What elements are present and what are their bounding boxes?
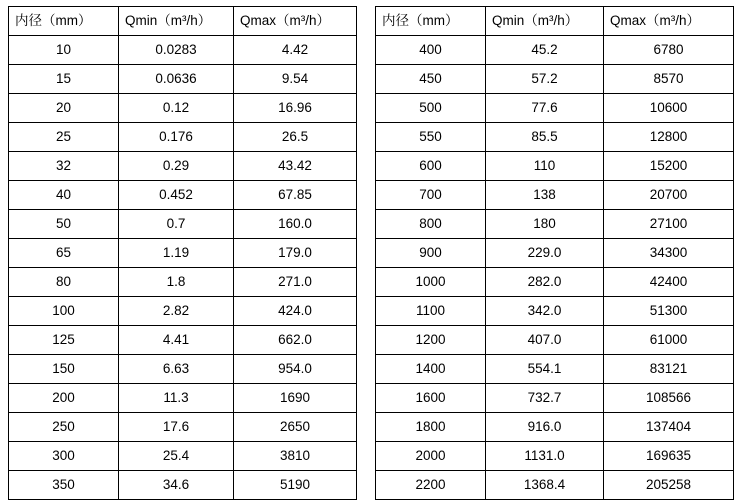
table-row (376, 297, 734, 326)
cell-qmax: 67.85 (234, 181, 357, 210)
table-row (9, 152, 357, 181)
cell-qmax: 4.42 (234, 36, 357, 65)
cell-qmin: 1131.0 (486, 442, 604, 471)
cell-inner-diameter: 1800 (376, 413, 486, 442)
cell-qmin: 2.82 (119, 297, 234, 326)
table-row (9, 268, 357, 297)
table-header-row (376, 7, 734, 36)
table-row (376, 471, 734, 500)
cell-inner-diameter: 50 (9, 210, 119, 239)
cell-qmin: 110 (486, 152, 604, 181)
cell-inner-diameter: 250 (9, 413, 119, 442)
cell-qmax: 108566 (604, 384, 734, 413)
table-row (9, 471, 357, 500)
cell-qmax: 9.54 (234, 65, 357, 94)
cell-inner-diameter: 20 (9, 94, 119, 123)
cell-qmin: 4.41 (119, 326, 234, 355)
cell-qmax: 12800 (604, 123, 734, 152)
cell-inner-diameter: 65 (9, 239, 119, 268)
table-row (376, 268, 734, 297)
table-row (9, 210, 357, 239)
cell-qmin: 554.1 (486, 355, 604, 384)
cell-inner-diameter: 32 (9, 152, 119, 181)
cell-inner-diameter: 200 (9, 384, 119, 413)
cell-qmax: 271.0 (234, 268, 357, 297)
cell-inner-diameter: 450 (376, 65, 486, 94)
cell-qmax: 1690 (234, 384, 357, 413)
cell-qmax: 662.0 (234, 326, 357, 355)
cell-qmin: 0.29 (119, 152, 234, 181)
cell-qmin: 17.6 (119, 413, 234, 442)
cell-qmin: 916.0 (486, 413, 604, 442)
cell-qmin: 0.452 (119, 181, 234, 210)
cell-qmax: 51300 (604, 297, 734, 326)
cell-qmin: 0.176 (119, 123, 234, 152)
cell-qmin: 229.0 (486, 239, 604, 268)
table-row (9, 36, 357, 65)
cell-qmax: 61000 (604, 326, 734, 355)
cell-qmin: 342.0 (486, 297, 604, 326)
cell-qmin: 25.4 (119, 442, 234, 471)
cell-qmax: 205258 (604, 471, 734, 500)
cell-inner-diameter: 550 (376, 123, 486, 152)
column-header-qmax: Qmax（m³/h） (604, 7, 734, 36)
cell-qmax: 10600 (604, 94, 734, 123)
table-body-right (376, 36, 734, 500)
flow-rate-table-left (8, 6, 357, 500)
cell-qmin: 1.8 (119, 268, 234, 297)
cell-qmax: 26.5 (234, 123, 357, 152)
column-header-inner-diameter: 内径（mm） (376, 7, 486, 36)
table-body-left (9, 36, 357, 500)
cell-qmin: 45.2 (486, 36, 604, 65)
flow-rate-table-right (375, 6, 734, 500)
table-row (9, 123, 357, 152)
cell-qmax: 6780 (604, 36, 734, 65)
table-row (9, 384, 357, 413)
cell-qmax: 5190 (234, 471, 357, 500)
cell-inner-diameter: 2200 (376, 471, 486, 500)
cell-inner-diameter: 80 (9, 268, 119, 297)
cell-qmax: 954.0 (234, 355, 357, 384)
cell-qmin: 6.63 (119, 355, 234, 384)
cell-inner-diameter: 25 (9, 123, 119, 152)
cell-qmin: 732.7 (486, 384, 604, 413)
cell-qmax: 20700 (604, 181, 734, 210)
cell-inner-diameter: 600 (376, 152, 486, 181)
cell-inner-diameter: 400 (376, 36, 486, 65)
cell-qmax: 15200 (604, 152, 734, 181)
cell-inner-diameter: 40 (9, 181, 119, 210)
table-header-row (9, 7, 357, 36)
table-row (9, 442, 357, 471)
cell-qmin: 77.6 (486, 94, 604, 123)
cell-inner-diameter: 800 (376, 210, 486, 239)
cell-inner-diameter: 300 (9, 442, 119, 471)
cell-inner-diameter: 1400 (376, 355, 486, 384)
cell-inner-diameter: 1000 (376, 268, 486, 297)
cell-qmax: 169635 (604, 442, 734, 471)
table-row (9, 94, 357, 123)
cell-qmin: 0.0283 (119, 36, 234, 65)
column-header-qmin: Qmin（m³/h） (486, 7, 604, 36)
cell-inner-diameter: 15 (9, 65, 119, 94)
table-row (376, 65, 734, 94)
table-row (9, 326, 357, 355)
cell-qmax: 424.0 (234, 297, 357, 326)
table-row (9, 355, 357, 384)
cell-qmin: 1368.4 (486, 471, 604, 500)
cell-inner-diameter: 1600 (376, 384, 486, 413)
cell-inner-diameter: 700 (376, 181, 486, 210)
cell-inner-diameter: 100 (9, 297, 119, 326)
cell-inner-diameter: 500 (376, 94, 486, 123)
cell-inner-diameter: 150 (9, 355, 119, 384)
table-row (376, 94, 734, 123)
cell-inner-diameter: 125 (9, 326, 119, 355)
cell-qmin: 0.0636 (119, 65, 234, 94)
table-row (376, 36, 734, 65)
table-row (9, 239, 357, 268)
cell-qmax: 43.42 (234, 152, 357, 181)
cell-qmax: 8570 (604, 65, 734, 94)
cell-qmin: 180 (486, 210, 604, 239)
cell-qmax: 34300 (604, 239, 734, 268)
table-row (376, 181, 734, 210)
cell-inner-diameter: 1200 (376, 326, 486, 355)
table-row (376, 123, 734, 152)
cell-qmin: 85.5 (486, 123, 604, 152)
cell-qmax: 16.96 (234, 94, 357, 123)
cell-qmax: 2650 (234, 413, 357, 442)
cell-qmin: 34.6 (119, 471, 234, 500)
cell-inner-diameter: 350 (9, 471, 119, 500)
cell-qmax: 137404 (604, 413, 734, 442)
table-row (9, 181, 357, 210)
column-header-qmin: Qmin（m³/h） (119, 7, 234, 36)
cell-qmin: 57.2 (486, 65, 604, 94)
table-row (9, 413, 357, 442)
table-row (376, 210, 734, 239)
table-row (9, 297, 357, 326)
cell-qmin: 0.7 (119, 210, 234, 239)
column-header-qmax: Qmax（m³/h） (234, 7, 357, 36)
cell-inner-diameter: 1100 (376, 297, 486, 326)
table-row (9, 65, 357, 94)
cell-qmax: 42400 (604, 268, 734, 297)
cell-qmin: 282.0 (486, 268, 604, 297)
table-row (376, 355, 734, 384)
table-row (376, 326, 734, 355)
cell-qmin: 0.12 (119, 94, 234, 123)
cell-qmax: 83121 (604, 355, 734, 384)
cell-inner-diameter: 10 (9, 36, 119, 65)
column-header-inner-diameter: 内径（mm） (9, 7, 119, 36)
cell-qmin: 1.19 (119, 239, 234, 268)
table-row (376, 152, 734, 181)
cell-qmin: 11.3 (119, 384, 234, 413)
cell-qmax: 3810 (234, 442, 357, 471)
cell-qmin: 407.0 (486, 326, 604, 355)
cell-qmin: 138 (486, 181, 604, 210)
cell-qmax: 27100 (604, 210, 734, 239)
table-row (376, 239, 734, 268)
cell-qmax: 160.0 (234, 210, 357, 239)
cell-inner-diameter: 2000 (376, 442, 486, 471)
cell-inner-diameter: 900 (376, 239, 486, 268)
table-row (376, 413, 734, 442)
table-row (376, 384, 734, 413)
cell-qmax: 179.0 (234, 239, 357, 268)
table-row (376, 442, 734, 471)
